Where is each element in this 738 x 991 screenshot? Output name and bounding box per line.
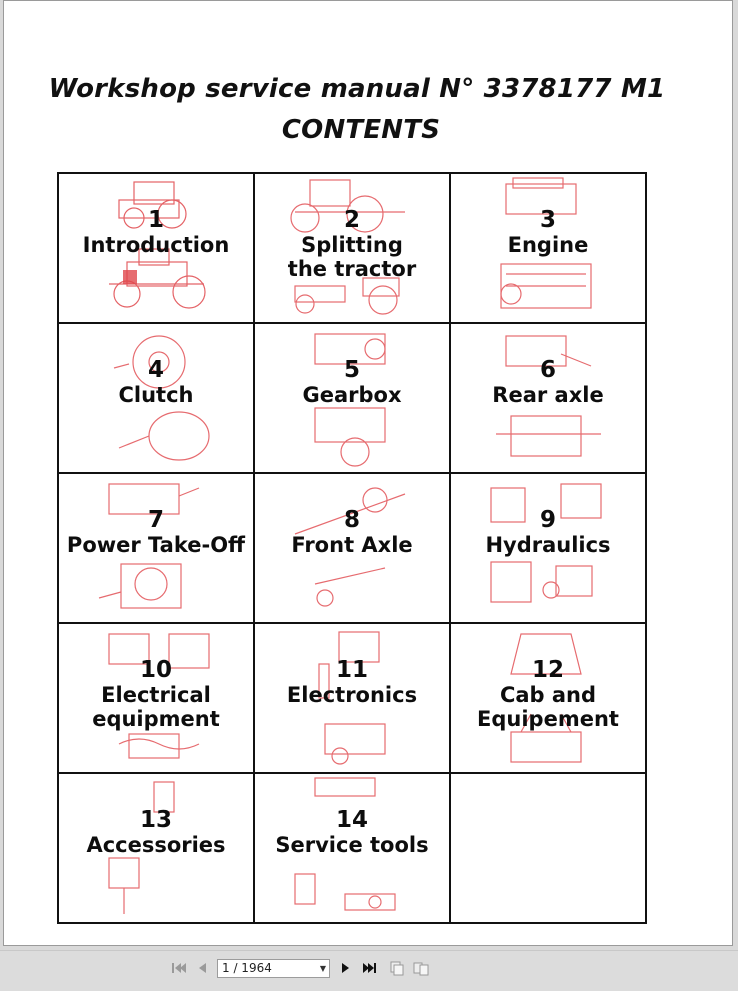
page-indicator: 1 / 1964: [222, 961, 272, 975]
contents-item-engine[interactable]: [451, 174, 647, 324]
contents-item-rear-axle[interactable]: [451, 324, 647, 474]
section-number: 7: [147, 507, 164, 533]
contents-item-label: [59, 207, 253, 257]
section-number: 9: [539, 507, 556, 533]
contents-item-cab-and-equipement[interactable]: [451, 624, 647, 774]
section-number: 2: [343, 207, 360, 233]
contents-item-electrical-equipment[interactable]: [59, 624, 255, 774]
section-name: Cab and: [499, 683, 597, 707]
contents-item-service-tools[interactable]: [255, 774, 451, 924]
section-name: Accessories: [86, 833, 226, 857]
single-page-view-icon[interactable]: [388, 959, 406, 977]
contents-item-electronics[interactable]: [255, 624, 451, 774]
next-page-icon[interactable]: [336, 959, 354, 977]
section-name: Splitting: [301, 233, 403, 257]
contents-item-power-take-off[interactable]: [59, 474, 255, 624]
section-number: 11: [335, 657, 368, 683]
section-name: Hydraulics: [485, 533, 611, 557]
contents-item-front-axle[interactable]: [255, 474, 451, 624]
section-name: Gearbox: [302, 383, 402, 407]
title-line-1: Workshop service manual N° 3378177 M1: [48, 74, 666, 104]
title-line-2: CONTENTS: [281, 115, 441, 145]
section-name: Introduction: [82, 233, 230, 257]
last-page-icon[interactable]: [360, 959, 378, 977]
two-page-view-icon[interactable]: [412, 959, 430, 977]
contents-item-label: [59, 657, 253, 731]
section-number: 13: [139, 807, 172, 833]
section-name: Rear axle: [492, 383, 604, 407]
contents-item-label: [451, 657, 645, 731]
contents-item-label: [255, 807, 449, 857]
contents-item-label: [451, 357, 645, 407]
section-number: 6: [539, 357, 556, 383]
contents-item-label: [255, 657, 449, 707]
section-number: 4: [147, 357, 164, 383]
section-name-line-2: the tractor: [287, 257, 417, 281]
section-name: Electrical: [101, 683, 211, 707]
section-name: Front Axle: [291, 533, 413, 557]
section-name: Power Take-Off: [66, 533, 246, 557]
section-name: Clutch: [118, 383, 194, 407]
section-number: 12: [531, 657, 564, 683]
section-number: 5: [343, 357, 360, 383]
section-name: Electronics: [286, 683, 418, 707]
contents-item-gearbox[interactable]: [255, 324, 451, 474]
contents-item-clutch[interactable]: [59, 324, 255, 474]
contents-grid: [57, 172, 647, 924]
contents-item-label: [255, 357, 449, 407]
section-name-line-2: Equipement: [477, 707, 619, 731]
section-name-line-2: equipment: [92, 707, 220, 731]
contents-item-splitting-the-tractor[interactable]: [255, 174, 451, 324]
section-number: 3: [539, 207, 556, 233]
contents-item-label: [255, 207, 449, 281]
contents-item-label: [59, 357, 253, 407]
viewer-toolbar: [0, 950, 738, 991]
section-number: 8: [343, 507, 360, 533]
contents-empty-cell: [451, 774, 647, 924]
section-name: Service tools: [275, 833, 429, 857]
contents-item-accessories[interactable]: [59, 774, 255, 924]
previous-page-icon[interactable]: [194, 959, 212, 977]
section-number: 1: [147, 207, 164, 233]
page-number-select[interactable]: [217, 959, 330, 978]
first-page-icon[interactable]: [170, 959, 188, 977]
section-name: Engine: [507, 233, 589, 257]
section-number: 10: [139, 657, 172, 683]
contents-item-introduction[interactable]: [59, 174, 255, 324]
chevron-down-icon: ▼: [319, 964, 326, 973]
section-number: 14: [335, 807, 368, 833]
contents-item-label: [255, 507, 449, 557]
contents-item-label: [451, 507, 645, 557]
contents-item-hydraulics[interactable]: [451, 474, 647, 624]
contents-item-label: [59, 807, 253, 857]
contents-item-label: [59, 507, 253, 557]
document-title: [4, 73, 724, 147]
contents-item-label: [451, 207, 645, 257]
